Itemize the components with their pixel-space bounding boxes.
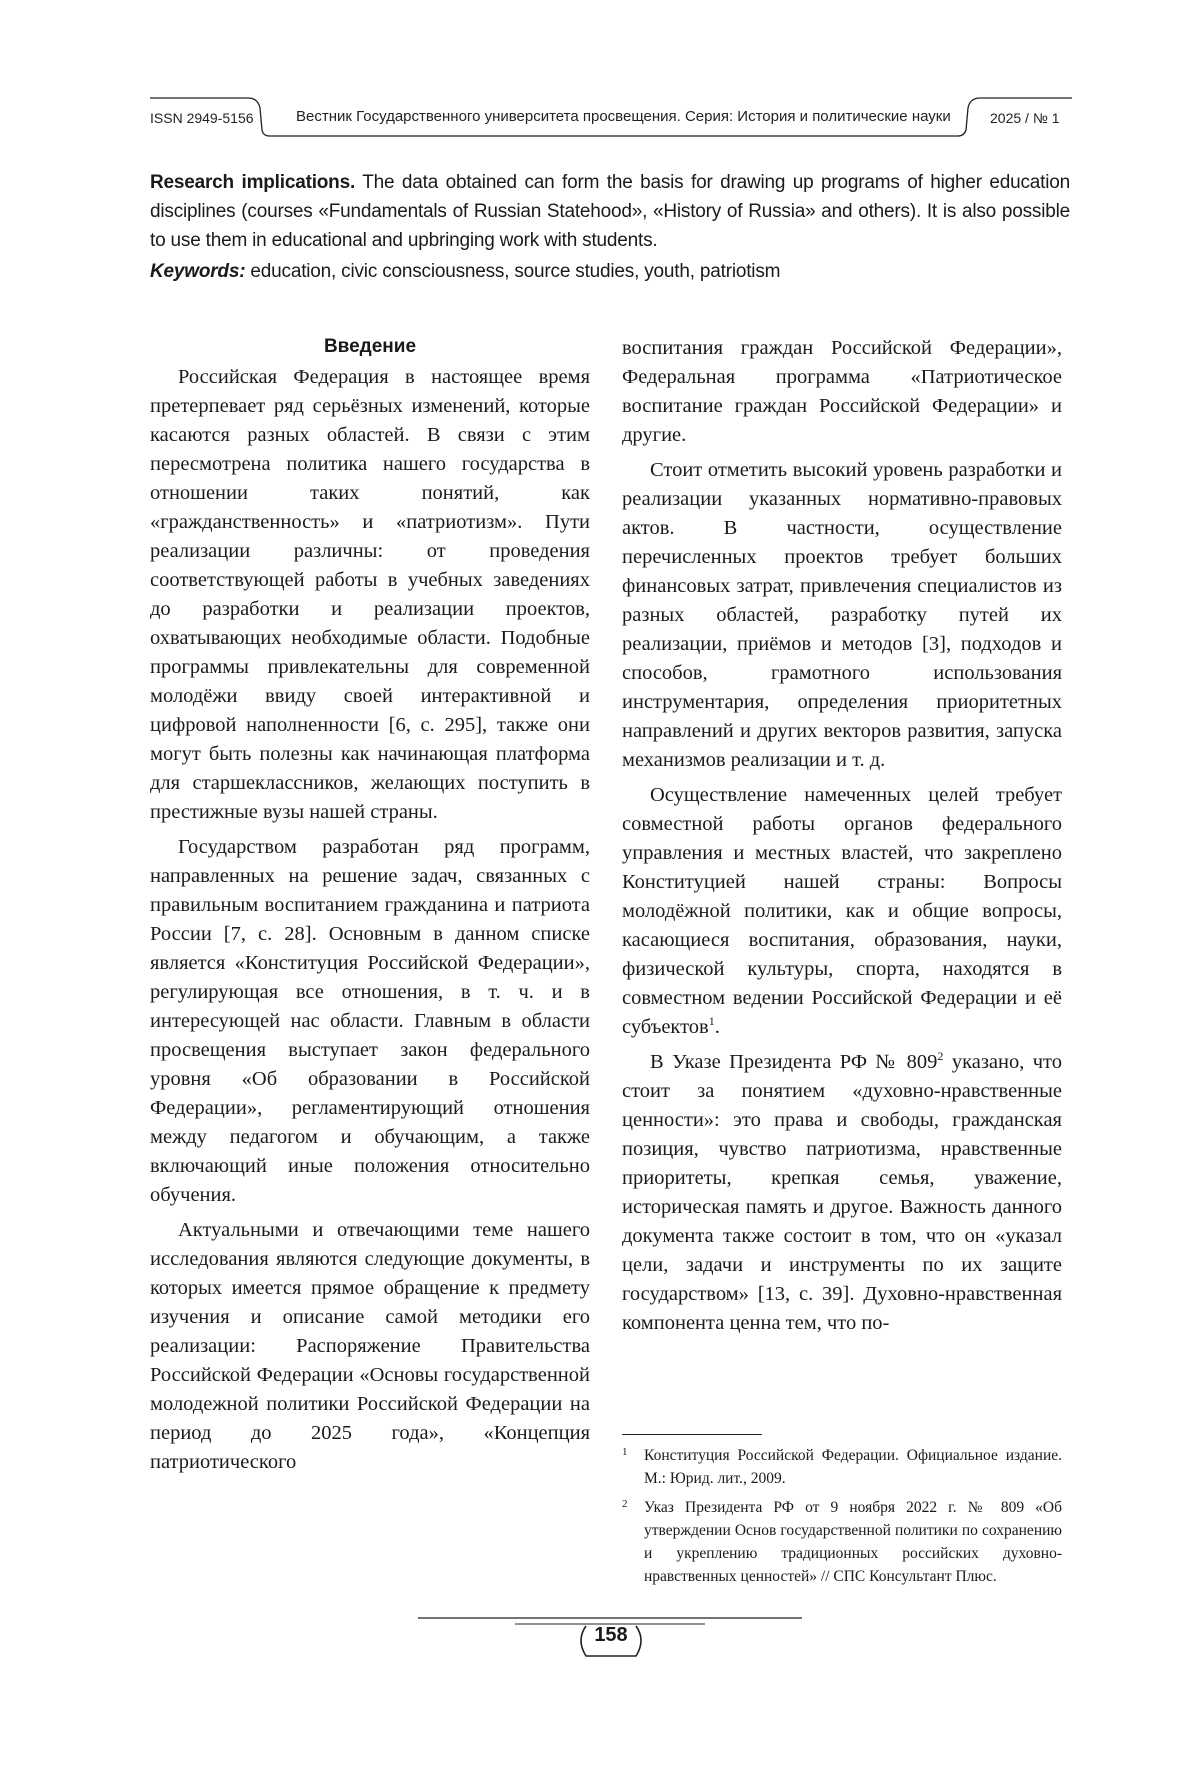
keywords-text: education, civic consciousness, source studies, youth, patriotism [245,261,781,282]
footnote-number: 2 [622,1498,628,1510]
section-title: Введение [323,336,417,357]
paragraph [622,781,1062,1042]
footnote-number: 1 [622,1446,628,1458]
implications-text: The data obtained can form the basis for drawing up programs of higher education disciplines (courses «Fundamentals of Russian Statehood», «History of Russia» and others). It is also possible to use them in educational and upbringing work with students. [150,172,1070,251]
header-rule [0,0,1200,160]
issue-label: 2025 / № 1 [990,110,1060,126]
paragraph-text: указано, что стоит за понятием «духовно-нравственные ценности»: это права и свободы, гражданская позиция, чувство патриотизма, нравственные приоритеты, крепкая семья, уважение, историческая память и другое. Важность данного документа также состоит в том, что он «указал цели, задачи и инструменты по их защите государством» [13, с. 39]. Духовно-нравственная компонента ценна тем, что по- [622,1051,1063,1334]
footnote-ref[interactable]: 1 [708,1014,715,1029]
paragraph: Государством разработан ряд программ, направленных на решение задач, связанных с правильным воспитанием гражданина и патриота России [7, с. 28]. Основным в данном списке является «Конституция Российской Федерации», регулирующая все отношения, в т. ч. и в интересующей нас области. Главным в области просвещения выступает закон федерального уровня «Об образовании в Российской Федерации», регламентирующий отношения между педагогом и обучающим, а также включающий иные положения относительно обучения. [150,836,590,1206]
footnote-rule [622,1434,762,1435]
left-column [150,332,590,1483]
right-column [622,334,1062,1344]
footnote-ref[interactable]: 2 [937,1049,944,1064]
implications-label: Research implications. [150,172,356,193]
footnote [622,1444,1062,1490]
abstract-block [150,168,1070,286]
footnote-text: Указ Президента РФ от 9 ноября 2022 г. № 809 «Об утверждении Основ государственной политики по сохранению и укреплению традиционных российских духовно-нравственных ценностей» // СПС Консультант Плюс. [644,1499,1062,1585]
paragraph [622,1048,1062,1338]
paragraph-text: Осуществление намеченных целей требует совместной работы органов федерального управления и местных властей, что закреплено Конституцией нашей страны: Вопросы молодёжной политики, как и общие вопросы, касающиеся воспитания, образования, науки, физической культуры, спорта, находятся в совместном ведении Российской Федерации и её субъектов [622,784,1062,1038]
footnotes [622,1444,1062,1594]
footnote [622,1496,1062,1588]
keywords-label: Keywords: [150,261,246,282]
keywords [150,257,1070,286]
journal-title: Вестник Государственного университета просвещения. Серия: История и политические науки [296,108,951,125]
footnote-text: Конституция Российской Федерации. Официальное издание. М.: Юрид. лит., 2009. [644,1447,1062,1487]
research-implications [150,168,1070,255]
paragraph-end: . [714,1016,720,1038]
paragraph: Актуальными и отвечающими теме нашего исследования являются следующие документы, в которых имеется прямое обращение к предмету изучения и описание самой методики его реализации: Распоряжение Правительства Российской Федерации «Основы государственной молодежной политики Российской Федерации на период до 2025 года», «Концепция патриотического [150,1219,590,1473]
paragraph: Стоит отметить высокий уровень разработки и реализации указанных нормативно-правовых актов. В частности, осуществление перечисленных проектов требует больших финансовых затрат, привлечения специалистов из разных областей, разработку путей их реализации, приёмов и методов [3], подходов и способов, грамотного использования инструментария, определения приоритетных направлений и других векторов развития, запуска механизмов реализации и т. д. [622,459,1062,771]
paragraph-text: В Указе Президента РФ № 809 [650,1051,938,1073]
paragraph: Российская Федерация в настоящее время претерпевает ряд серьёзных изменений, которые касаются разных областей. В связи с этим пересмотрена политика нашего государства в отношении таких понятий, как «гражданственность» и «патриотизм». Пути реализации различны: от проведения соответствующей работы в учебных заведениях до разработки и реализации проектов, охватывающих необходимые области. Подобные программы привлекательны для современной молодёжи ввиду своей интерактивной и цифровой наполненности [6, с. 295], также они могут быть полезны как начинающая платформа для старшеклассников, желающих поступить в престижные вузы нашей страны. [150,366,590,823]
issn-label: ISSN 2949-5156 [150,110,254,126]
page-number: 158 [594,1624,628,1646]
paragraph: воспитания граждан Российской Федерации», Федеральная программа «Патриотическое воспитание граждан Российской Федерации» и другие. [622,337,1062,446]
